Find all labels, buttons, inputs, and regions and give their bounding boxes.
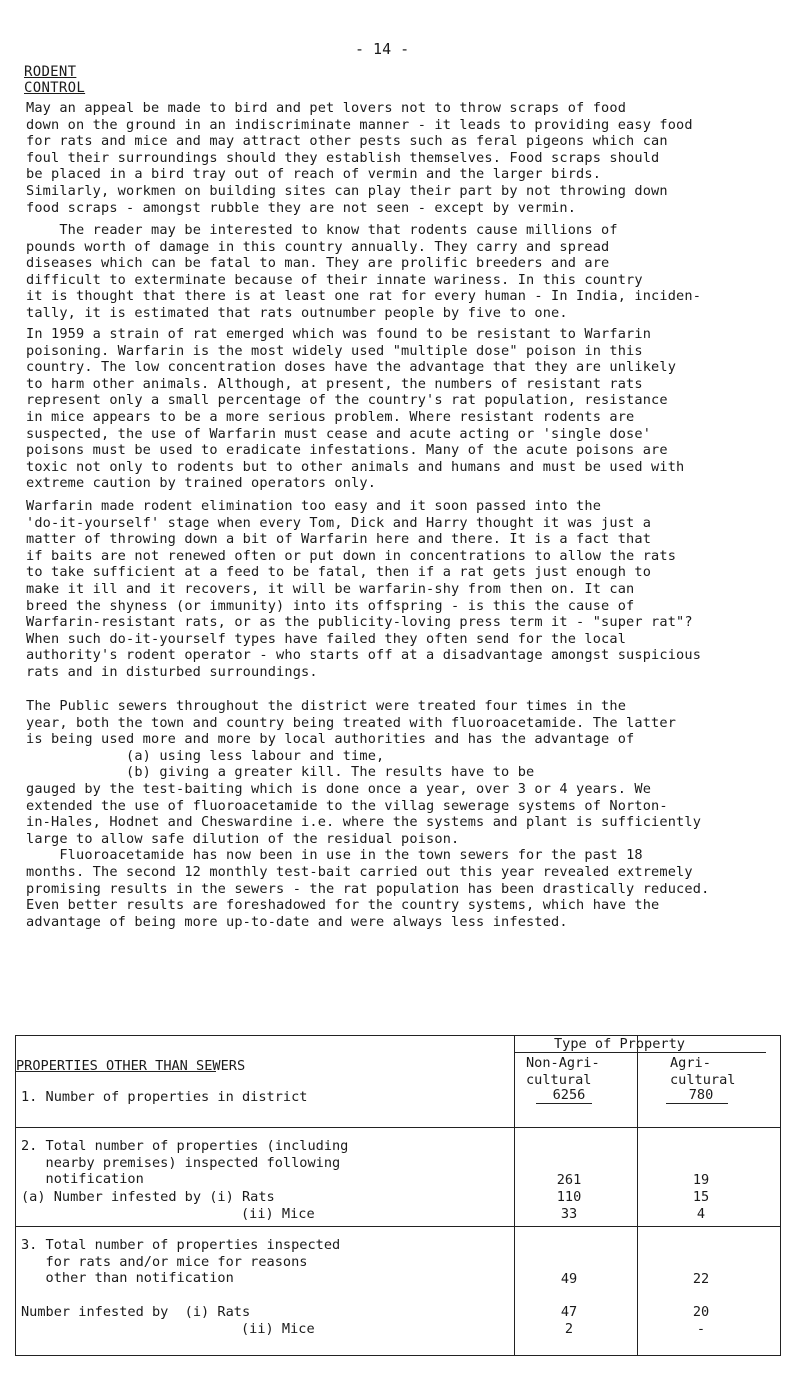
- row-2-rats-non-agri-value: 110: [556, 1189, 582, 1205]
- row-3-rats-label: Number infested by (i) Rats: [21, 1304, 251, 1320]
- paragraph-rodent-damage: The reader may be interested to know that rodents cause millions of pounds worth of damage in this country annually. They carry and spread diseases which can be fatal to man. They are prolific breeders and are difficult to exterminate because of their innate wariness. In this country it is thought that there is at least one rat for every human - In India, inciden- tally, it is estimated that rats outnumber people by five to one.: [26, 222, 702, 321]
- row-3-mice-label: (ii) Mice: [241, 1321, 315, 1337]
- row-3-mice-agri-value: -: [696, 1321, 706, 1337]
- properties-table: [15, 1035, 781, 1356]
- row-1-label: 1. Number of properties in district: [21, 1089, 308, 1105]
- row-2-mice-agri-value: 4: [696, 1206, 706, 1222]
- row-3-mice-non-agri-value: 2: [564, 1321, 574, 1337]
- row-2-label: 2. Total number of properties (including nearby premises) inspected following notification: [21, 1138, 349, 1188]
- agricultural-header: Agri- cultural: [670, 1055, 736, 1088]
- row-2-rats-label: (a) Number infested by (i) Rats: [21, 1189, 275, 1205]
- column-divider: [637, 1036, 638, 1355]
- paragraph-sewers: The Public sewers throughout the district were treated four times in the year, both the town and country being treated with fluoroacetamide. The latter is being used more and more by local authorities and has the advantage of (a) using less labour and time, (b) giving a greater kill. The results have to be gauged by the test-baiting which is done once a year, over 3 or 4 years. We extended the use of fluoroacetamide to the villag sewerage systems of Norton- in-Hales, Hodnet and Cheswardine i.e. where the systems and plant is sufficiently large to allow safe dilution of the residual poison. Fluoroacetamide has now been in use in the town sewers for the past 18 months. The second 12 monthly test-bait carried out this year revealed extremely promising results in the sewers - the rat population has been drastically reduced. Even better results are foreshadowed for the country systems, which have the advantage of being more up-to-date and were always less infested.: [26, 698, 710, 930]
- row-3-rats-non-agri-value: 47: [560, 1304, 578, 1320]
- row-divider: [16, 1127, 780, 1128]
- paragraph-do-it-yourself: Warfarin made rodent elimination too easy and it soon passed into the 'do-it-yourself' stage when every Tom, Dick and Harry thought it was just a matter of throwing down a bit of Warfarin here and there. It is a fact that if baits are not renewed often or put down in concentrations to allow the rats to take sufficient at a feed to be fatal, then if a rat gets just enough to make it ill and it recovers, it will be warfarin-shy from then on. It can breed the shyness (or immunity) into its offspring - is this the cause of Warfarin-resistant rats, or as the publicity-loving press term it - "super rat"? When such do-it-yourself types have failed they often send for the local authority's rodent operator - who starts off at a disadvantage amongst suspicious rats and in disturbed surroundings.: [26, 498, 702, 680]
- row-2-rats-agri-value: 15: [692, 1189, 710, 1205]
- table-title: PROPERTIES OTHER THAN SEWERS: [16, 1058, 246, 1074]
- row-2-mice-non-agri-value: 33: [560, 1206, 578, 1222]
- row-3-agri-value: 22: [692, 1271, 710, 1287]
- row-2-non-agri-value: 261: [556, 1172, 582, 1188]
- row-3-non-agri-value: 49: [560, 1271, 578, 1287]
- row-1-non-agri-value: 6256: [552, 1087, 586, 1103]
- non-agricultural-header: Non-Agri- cultural: [526, 1055, 600, 1088]
- row-divider: [16, 1226, 780, 1227]
- section-title: RODENT CONTROL: [24, 64, 86, 96]
- row-2-mice-label: (ii) Mice: [241, 1206, 315, 1222]
- page-number: - 14 -: [355, 40, 410, 58]
- row-1-agri-value: 780: [688, 1087, 714, 1103]
- row-3-label: 3. Total number of properties inspected for rats and/or mice for reasons other than notification: [21, 1237, 341, 1287]
- type-of-property-header: Type of Property: [554, 1036, 685, 1052]
- row-2-agri-value: 19: [692, 1172, 710, 1188]
- paragraph-bird-lovers: May an appeal be made to bird and pet lovers not to throw scraps of food down on the ground in an indiscriminate manner - it leads to providing easy food for rats and mice and may attract other pests such as feral pigeons which can foul their surroundings should they establish themselves. Food scraps should be placed in a bird tray out of reach of vermin and the larger birds. Similarly, workmen on building sites can play their part by not throwing down food scraps - amongst rubble they are not seen - except by vermin.: [26, 100, 693, 216]
- row-3-rats-agri-value: 20: [692, 1304, 710, 1320]
- paragraph-warfarin-resistance: In 1959 a strain of rat emerged which was found to be resistant to Warfarin poisoning. Warfarin is the most widely used "multiple dose" poison in this country. The low concentration doses have the advantage that they are unlikely to harm other animals. Although, at present, the numbers of resistant rats represent only a small percentage of the country's rat population, resistance in mice appears to be a more serious problem. Where resistant rodents are suspected, the use of Warfarin must cease and acute acting or 'single dose' poisons must be used to eradicate infestations. Many of the acute poisons are toxic not only to rodents but to other animals and humans and must be used with extreme caution by trained operators only.: [26, 326, 685, 492]
